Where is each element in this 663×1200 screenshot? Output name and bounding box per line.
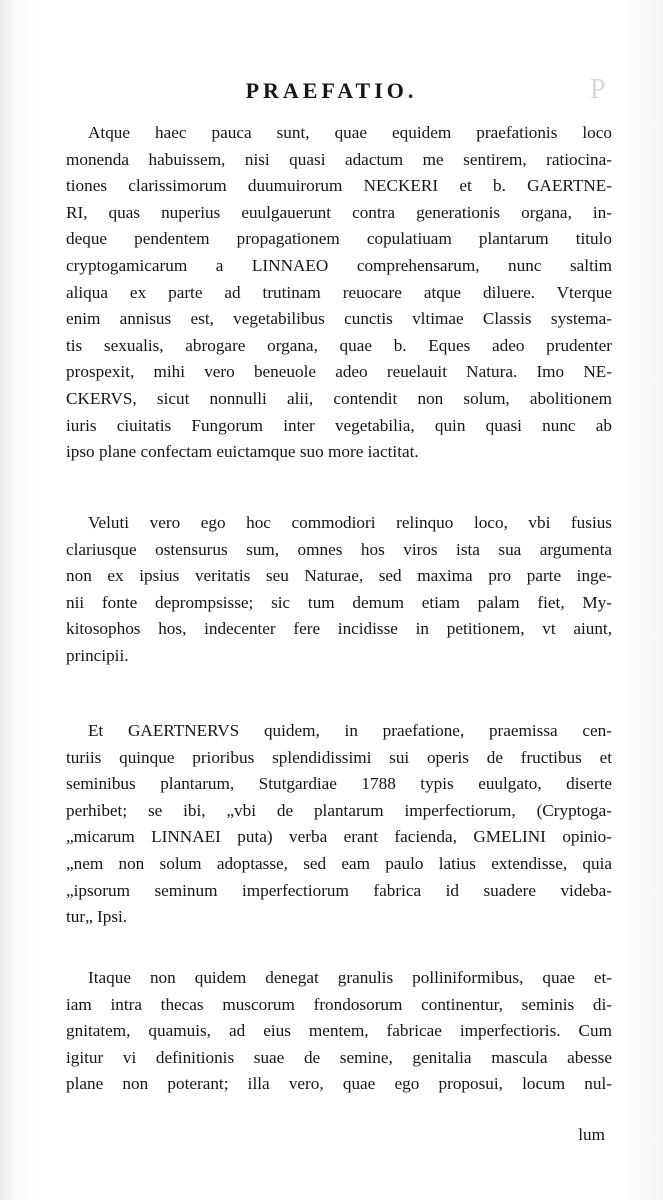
paragraph-2 <box>66 510 612 670</box>
text-line: monenda habuissem, nisi quasi adactum me sentirem, ratiocina- <box>66 149 612 169</box>
text-line: tis sexualis, abrogare organa, quae b. Eques adeo prudenter <box>66 335 612 355</box>
text-line: tiones clarissimorum duumuirorum NECKERI et b. GAERTNE- <box>66 176 612 196</box>
page-title: PRAEFATIO. <box>245 78 418 103</box>
text-line: iam intra thecas muscorum frondosorum continentur, seminis di- <box>66 994 612 1014</box>
page-header <box>0 78 663 104</box>
text-line: Et GAERTNERVS quidem, in praefatione, praemissa cen- <box>88 721 612 740</box>
text-line: igitur vi definitionis suae de semine, genitalia mascula abesse <box>66 1047 612 1067</box>
text-line: iuris ciuitatis Fungorum inter vegetabilia, quin quasi nunc ab <box>66 415 612 435</box>
text-line: prospexit, mihi vero beneuole adeo reuelauit Natura. Imo NE- <box>66 362 612 382</box>
text-line: enim annisus est, vegetabilibus cunctis vltimae Classis systema- <box>66 309 612 329</box>
text-line: Itaque non quidem denegat granulis polliniformibus, quae et- <box>88 968 612 987</box>
text-line: plane non poterant; illa vero, quae ego proposui, locum nul- <box>66 1074 612 1094</box>
paragraph-4 <box>66 965 612 1098</box>
catchword: lum <box>578 1125 605 1144</box>
text-line: „nem non solum adoptasse, sed eam paulo latius extendisse, quia <box>66 853 612 873</box>
text-line: deque pendentem propagationem copulatiuam plantarum titulo <box>66 229 612 249</box>
text-line: RI, quas nuperius euulgauerunt contra generationis organa, in- <box>66 202 612 222</box>
text-line: CKERVS, sicut nonnulli alii, contendit non solum, abolitionem <box>66 388 612 408</box>
text-line: seminibus plantarum, Stutgardiae 1788 typis euulgato, diserte <box>66 774 612 794</box>
paragraph-3 <box>66 718 612 931</box>
text-line: principii. <box>66 645 129 665</box>
text-line: tur„ Ipsi. <box>66 907 128 927</box>
text-line: clariusque ostensurus sum, omnes hos viros ista sua argumenta <box>66 539 612 559</box>
text-line: „micarum LINNAEI puta) verba erant facienda, GMELINI opinio- <box>66 827 612 847</box>
text-line: non ex ipsius veritatis seu Naturae, sed maxima pro parte inge- <box>66 566 612 586</box>
text-line: „ipsorum seminum imperfectiorum fabrica id suadere videba- <box>66 880 612 900</box>
text-line: nii fonte deprompsisse; sic tum demum etiam palam fiet, My- <box>66 592 612 612</box>
text-line: kitosophos hos, indecenter fere incidisse in petitionem, vt aiunt, <box>66 619 612 639</box>
text-line: perhibet; se ibi, „vbi de plantarum imperfectiorum, (Cryptoga- <box>66 800 612 820</box>
bleed-through-mark: P <box>590 74 606 105</box>
text-line: cryptogamicarum a LINNAEO comprehensarum, nunc saltim <box>66 255 612 275</box>
paragraph-1 <box>66 120 612 466</box>
text-line: ipso plane confectam euictamque suo more iactitat. <box>66 442 419 462</box>
text-line: turiis quinque prioribus splendidissimi sui operis de fructibus et <box>66 747 612 767</box>
text-line: aliqua ex parte ad trutinam reuocare atque diluere. Vterque <box>66 282 612 302</box>
text-line: Veluti vero ego hoc commodiori relinquo loco, vbi fusius <box>88 513 612 532</box>
text-line: gnitatem, quamuis, ad eius mentem, fabricae imperfectioris. Cum <box>66 1021 612 1041</box>
text-line: Atque haec pauca sunt, quae equidem praefationis loco <box>88 123 612 142</box>
